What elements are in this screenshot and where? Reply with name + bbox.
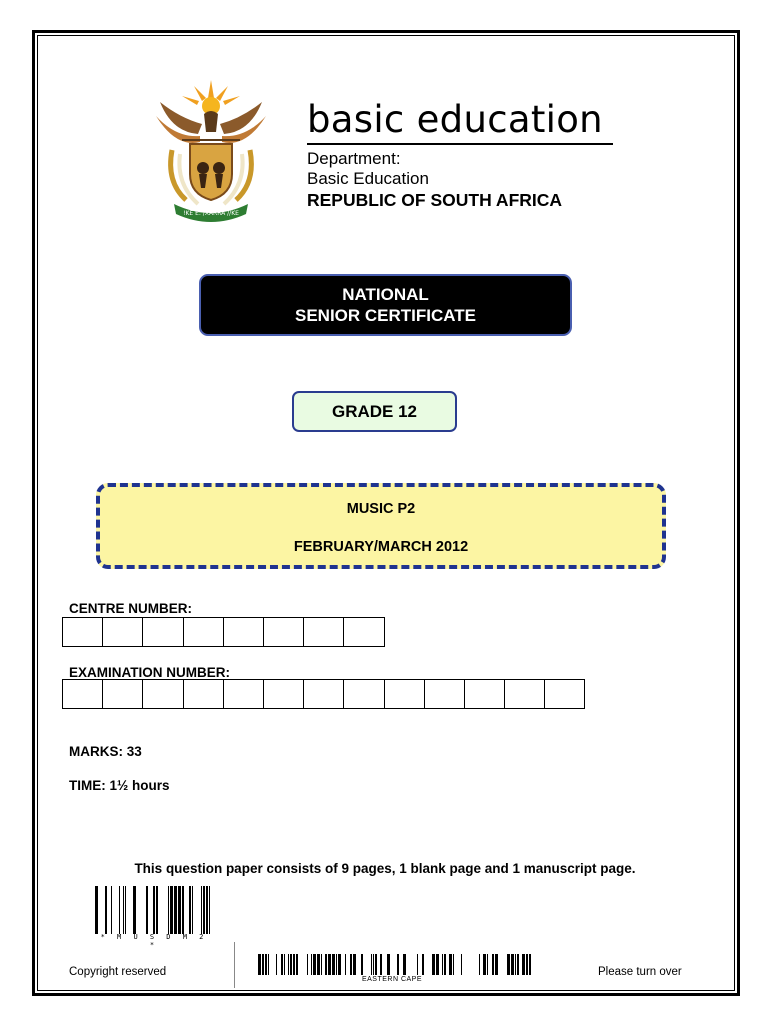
grade-box [292,391,457,432]
time-info: TIME: 1½ hours [69,778,170,793]
examination-number-box[interactable] [464,679,505,709]
barcode-bar [307,954,308,975]
barcode-bar [313,954,316,975]
turn-over-notice: Please turn over [598,966,682,978]
centre-number-box[interactable] [183,617,224,647]
paper-barcode-code: * M U S D M 2 * [100,933,208,949]
page-count-notice: This question paper consists of 9 pages, 1 blank page and 1 manuscript page. [134,861,636,876]
barcode-bar [373,954,374,975]
barcode-bar [153,886,155,934]
barcode-bar [95,886,98,934]
centre-number-box[interactable] [62,617,103,647]
barcode-bar [526,954,528,975]
examination-number-box[interactable] [384,679,425,709]
barcode-bar [417,954,418,975]
barcode-bar [174,886,177,934]
barcode-bar [288,954,289,975]
barcode-bar [119,886,120,934]
examination-number-box[interactable] [343,679,384,709]
barcode-bar [311,954,312,975]
centre-number-boxes [62,617,385,647]
subject-box [96,483,666,569]
department-name: Basic Education [307,169,429,188]
barcode-bar [375,954,377,975]
barcode-bar [336,954,337,975]
barcode-bar [444,954,446,975]
barcode-bar [201,886,202,934]
examination-number-box[interactable] [142,679,183,709]
barcode-bar [170,886,173,934]
barcode-bar [182,886,184,934]
barcode-bar [192,886,193,934]
examination-number-box[interactable] [303,679,344,709]
paper-barcode-icon [95,886,213,934]
barcode-bar [111,886,112,934]
examination-number-box[interactable] [544,679,585,709]
barcode-bar [353,954,356,975]
province-label: EASTERN CAPE [361,976,423,983]
barcode-bar [479,954,480,975]
barcode-bar [517,954,519,975]
examination-number-box[interactable] [183,679,224,709]
barcode-bar [453,954,454,975]
barcode-bar [284,954,285,975]
barcode-bar [206,886,208,934]
barcode-bar [449,954,452,975]
country-name: REPUBLIC OF SOUTH AFRICA [307,190,563,210]
exam-session: FEBRUARY/MARCH 2012 [293,539,469,555]
barcode-bar [403,954,406,975]
barcode-bar [522,954,525,975]
barcode-bar [487,954,488,975]
footer-divider [234,942,235,988]
barcode-bar [268,954,269,975]
barcode-bar [507,954,510,975]
barcode-bar [296,954,298,975]
barcode-bar [123,886,124,934]
barcode-bar [189,886,191,934]
barcode-bar [203,886,205,934]
examination-number-boxes [62,679,585,709]
barcode-bar [483,954,486,975]
marks-info: MARKS: 33 [69,744,142,759]
barcode-bar [515,954,516,975]
barcode-bar [178,886,181,934]
barcode-bar [495,954,498,975]
examination-number-box[interactable] [263,679,304,709]
examination-number-label: EXAMINATION NUMBER: [69,665,230,680]
centre-number-box[interactable] [102,617,143,647]
barcode-bar [529,954,531,975]
barcode-bar [168,886,169,934]
barcode-bar [361,954,363,975]
barcode-bar [328,954,331,975]
brand-title: basic education [307,98,603,141]
department-label: Department: [307,149,401,168]
barcode-bar [293,954,295,975]
barcode-bar [397,954,399,975]
barcode-bar [436,954,439,975]
centre-number-label: CENTRE NUMBER: [69,601,192,616]
centre-number-box[interactable] [223,617,264,647]
barcode-bar [325,954,327,975]
certificate-title-box [199,274,572,336]
barcode-bar [432,954,435,975]
examination-number-box[interactable] [504,679,545,709]
certificate-title-line1: NATIONAL [342,285,429,304]
barcode-bar [265,954,267,975]
barcode-bar [387,954,390,975]
coat-of-arms-icon [150,72,272,222]
barcode-bar [338,954,341,975]
centre-number-box[interactable] [142,617,183,647]
barcode-bar [262,954,264,975]
barcode-bar [332,954,335,975]
barcode-bar [156,886,158,934]
barcode-bar [345,954,346,975]
examination-number-box[interactable] [102,679,143,709]
centre-number-box[interactable] [263,617,304,647]
barcode-bar [492,954,494,975]
brand-underline [307,143,613,145]
barcode-bar [125,886,126,934]
paper-title: MUSIC P2 [346,501,416,517]
barcode-bar [281,954,283,975]
copyright-notice: Copyright reserved [69,966,167,978]
province-barcode-icon [252,954,532,975]
barcode-bar [461,954,462,975]
barcode-bar [422,954,424,975]
barcode-bar [146,886,148,934]
barcode-bar [321,954,322,975]
grade-label: GRADE 12 [331,401,418,421]
barcode-bar [350,954,352,975]
barcode-bar [380,954,382,975]
barcode-bar [371,954,372,975]
barcode-bar [276,954,277,975]
barcode-bar [258,954,261,975]
svg-text:!KE E: /XARRA //KE: !KE E: /XARRA //KE [183,210,239,217]
barcode-bar [105,886,107,934]
centre-number-box[interactable] [343,617,384,647]
certificate-title-line2: SENIOR CERTIFICATE [294,306,477,325]
examination-number-box[interactable] [424,679,465,709]
examination-number-box[interactable] [223,679,264,709]
centre-number-box[interactable] [303,617,344,647]
barcode-bar [290,954,292,975]
barcode-bar [317,954,320,975]
barcode-bar [442,954,443,975]
barcode-bar [209,886,210,934]
examination-number-box[interactable] [62,679,103,709]
barcode-bar [511,954,514,975]
barcode-bar [133,886,136,934]
